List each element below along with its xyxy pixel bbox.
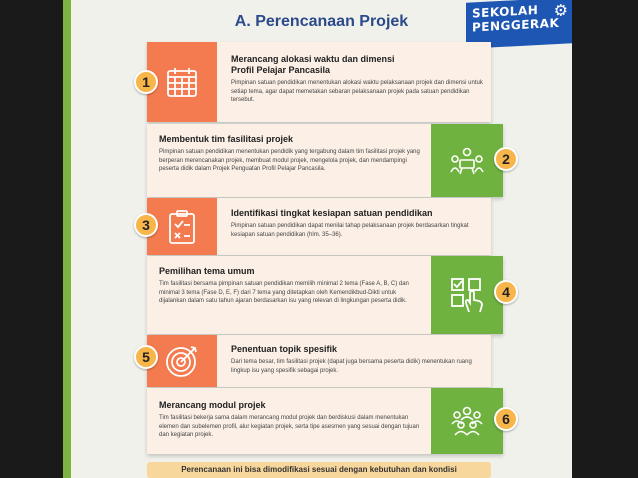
step-1-body: Pimpinan satuan pendidikan menentukan alokasi waktu pelaksanaan projek dan dimensi untuk setiap tema, agar dapat memetakan sebaran pelaksanaan projek pada satuan pendidikan tersebut. — [231, 80, 483, 103]
step-6-text — [159, 400, 421, 440]
team-icon — [449, 146, 485, 176]
step-6-heading: Merancang modul projek — [159, 400, 266, 410]
step-2-number: 2 — [494, 147, 518, 171]
step-6-number: 6 — [494, 407, 518, 431]
step-4-text — [159, 266, 421, 306]
logo-line1: SEKOLAH — [472, 2, 539, 21]
step-2-body: Pimpinan satuan pendidikan menentukan pendidik yang tergabung dalam tim fasilitasi projek yang berperan merencanakan projek, membuat modul projek, mengelola projek, dan mendampingi peserta didik dalam Projek Penguatan Profil Pelajar Pancasila. — [159, 149, 420, 172]
calendar-icon — [165, 65, 199, 99]
step-3-heading: Identifikasi tingkat kesiapan satuan pendidikan — [231, 208, 433, 218]
step-4-heading: Pemilihan tema umum — [159, 266, 255, 276]
step-3-text — [231, 208, 486, 239]
gears-icon: ⚙ — [553, 2, 568, 21]
step-3-body: Pimpinan satuan pendidikan dapat menilai tahap pelaksanaan projek berdasarkan tingkat kesiapan satuan pendidikan (hlm. 35–36). — [231, 223, 469, 238]
step-5-text — [231, 344, 486, 375]
step-1-heading: Merancang alokasi waktu dan dimensi Profil Pelajar Pancasila — [231, 54, 395, 75]
footer-note: Perencanaan ini bisa dimodifikasi sesuai dengan kebutuhan dan kondisi — [147, 462, 491, 478]
checklist-icon — [167, 209, 197, 245]
logo-line2: PENGGERAK — [472, 15, 560, 35]
group-icon — [449, 405, 485, 437]
step-2-text — [159, 134, 421, 174]
step-1-number: 1 — [134, 70, 158, 94]
step-4-icon-box — [431, 256, 503, 334]
step-6-icon-box — [431, 388, 503, 454]
target-icon — [164, 343, 200, 379]
select-icon — [449, 276, 485, 314]
step-4-number: 4 — [494, 280, 518, 304]
step-6-body: Tim fasilitasi bekerja sama dalam merancang modul projek dan berdiskusi dalam menentukan elemen dan subelemen profil, alur kegiatan projek, serta tipe asesmen yang sesuai dengan tujuan dan kegiatan projek. — [159, 415, 420, 438]
page-title: A. Perencanaan Projek — [234, 13, 409, 30]
step-1-text — [231, 54, 483, 105]
step-5-heading: Penentuan topik spesifik — [231, 344, 338, 354]
step-2-heading: Membentuk tim fasilitasi projek — [159, 134, 294, 144]
step-5-number: 5 — [134, 345, 158, 369]
step-5-icon-box — [147, 335, 217, 387]
step-5-body: Dari tema besar, tim fasilitasi projek (dapat juga bersama peserta didik) menentukan ruang lingkup isu yang spesifik sebagai projek. — [231, 359, 472, 374]
left-green-stripe — [63, 0, 71, 478]
step-4-body: Tim fasilitasi bersama pimpinan satuan pendidikan memilih minimal 2 tema (Fase A, B, C) dan minimal 3 tema (Fase D, E, F) dari 7 tema yang ditetapkan oleh Kemendikbud-Dikti untuk dijalankan dalam satu tahun ajaran berdasarkan isu yang relevan di lingkungan peserta didik. — [159, 281, 409, 304]
step-2-icon-box — [431, 124, 503, 197]
step-3-number: 3 — [134, 213, 158, 237]
document-page — [71, 0, 572, 478]
